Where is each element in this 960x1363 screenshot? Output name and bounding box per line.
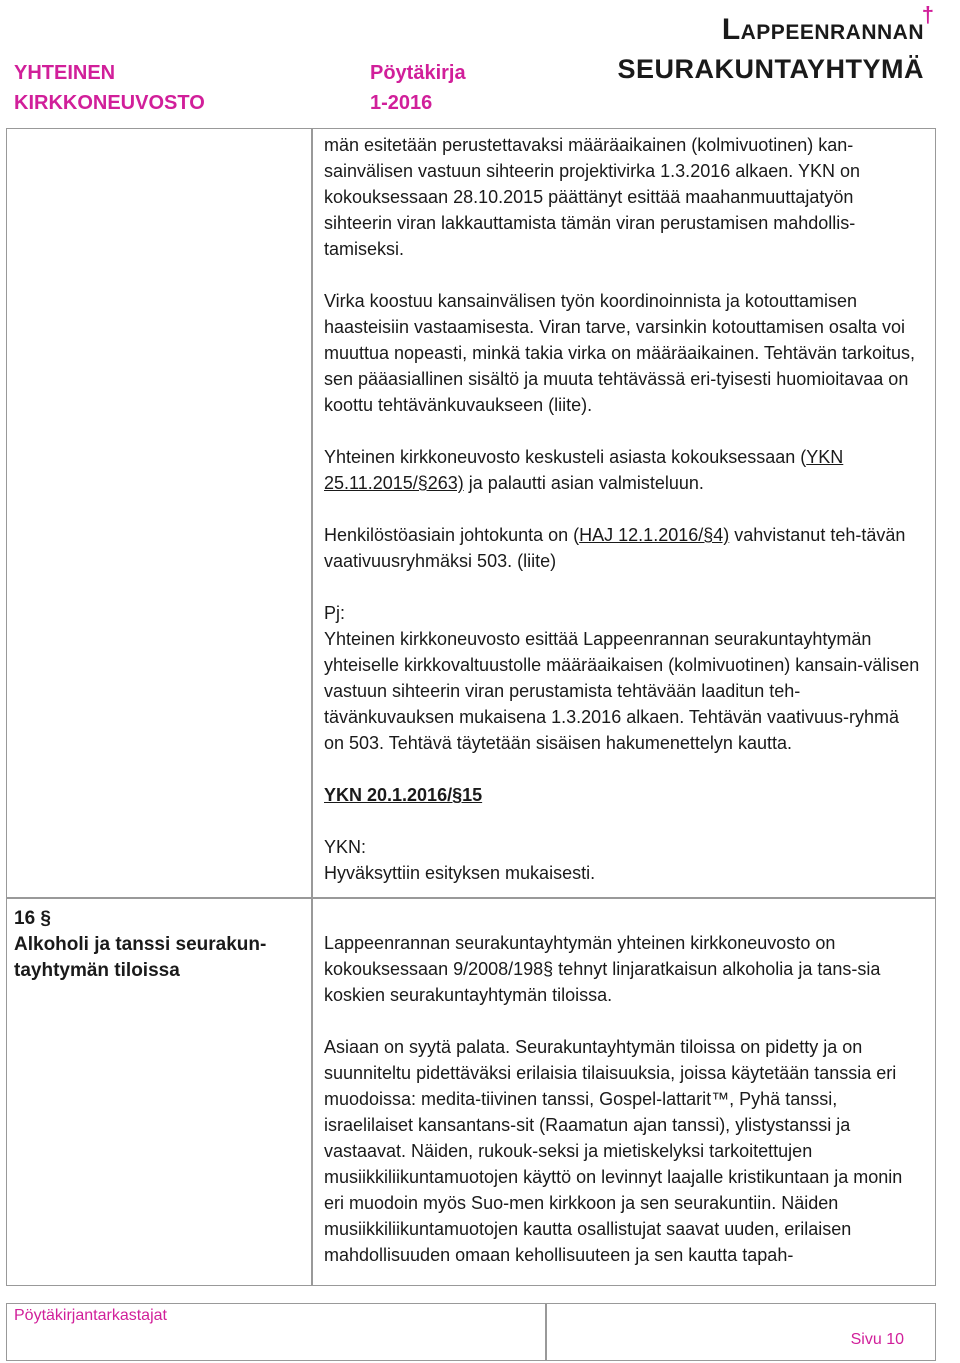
- haj-meeting-link[interactable]: HAJ 12.1.2016/§4): [579, 525, 730, 545]
- header-doc-type: Pöytäkirja: [370, 62, 466, 84]
- section16-paragraph2: Asiaan on syytä palata. Seurakuntayhtymän tiloissa on pidetty ja on suunniteltu pidettäväksi erilaisia tilaisuuksia, joissa käytetään tanssia eri muodoissa: medita-tiivinen tanssi, Gospel-lattarit™, Pyhä tanssi, israelilaiset kansantans-sit (Raamatun ajan tanssi), ylistystanssi ja vastaavat. Näiden, rukouk-seksi ja mietiskelyksi tarkoitettujen musiikkiliikuntamuotojen käyttö on levinnyt laajalle kristikuntaan ja monin eri muodoin myös Suo-men kirkkoon ja sen seurakuntiin. Näiden musiikkiliikuntamuotojen kautta osallistujat saavat uuden, erilaisen mahdollisuuden omaan kehollisuuteen ja sen kautta tapah-: [324, 1037, 903, 1265]
- ykn-decision: Hyväksyttiin esityksen mukaisesti.: [324, 863, 596, 883]
- header-doc-number: 1-2016: [370, 92, 433, 114]
- page-number: Sivu 10: [850, 1331, 904, 1348]
- section16-paragraph1: Lappeenrannan seurakuntayhtymän yhteinen kirkkoneuvosto on kokouksessaan 9/2008/198§ tehnyt linjaratkaisun alkoholia ja tans-sia koskien seurakuntayhtymän tiloissa.: [324, 933, 881, 1005]
- header-org-line2: KIRKKONEUVOSTO: [14, 92, 205, 114]
- top-section-body: [324, 132, 924, 886]
- header-doc: [370, 58, 466, 118]
- ykn-reference-link[interactable]: YKN 20.1.2016/§15: [324, 785, 483, 805]
- header-org: [14, 58, 205, 118]
- paragraph-haj: [324, 522, 924, 574]
- ykn-meeting-link[interactable]: YKN 25.11.2015/§263): [324, 447, 844, 493]
- header-org-line1: YHTEINEN: [14, 62, 116, 84]
- brand-line1: Lappeenrannan: [721, 13, 924, 46]
- footer-reviewers-label: Pöytäkirjantarkastajat: [14, 1307, 167, 1324]
- section-number: 16 §: [14, 908, 51, 929]
- cross-icon: †: [921, 2, 934, 27]
- haj-text-end: vahvistanut teh-tävän vaativuusryhmäksi 503. (liite): [324, 525, 906, 571]
- section-title: Alkoholi ja tanssi seurakun-tayhtymän tiloissa: [14, 934, 267, 981]
- paragraph-discussion: [324, 444, 924, 496]
- pj-proposal: Yhteinen kirkkoneuvosto esittää Lappeenrannan seurakuntayhtymän yhteiselle kirkkovaltuustolle määräaikaisen (kolmivuotinen) kansain-välisen vastuun sihteerin viran perustamista tehtävään laaditun teh-tävänkuvauksen mukaisena 1.3.2016 alkaen. Tehtävän vaativuus-ryhmä on 503. Tehtävä täytetään sisäisen hakumenettelyn kautta.: [324, 629, 920, 753]
- paragraph-description: Virka koostuu kansainvälisen työn koordinoinnista ja kotouttamisen haasteisiin vastaamisesta. Viran tarve, varsinkin kotouttamisen osalta voi muuttua nopeasti, minkä takia virka on määräaikainen. Tehtävän tarkoitus, sen pääasiallinen sisältö ja muuta tehtävässä eri-tyisesti huomioitavaa on koottu tehtävänkuvaukseen (liite).: [324, 291, 915, 415]
- paragraph-intro: män esitetään perustettavaksi määräaikainen (kolmivuotinen) kan-sainvälisen vastuun sihteerin projektivirka 1.3.2016 alkaen. YKN on kokouksessaan 28.10.2015 päättänyt esittää maahanmuuttajatyön sihteerin viran lakkauttamista tämän viran perustamisen mahdollis-tamiseksi.: [324, 135, 860, 259]
- left-column-cell-top: [6, 128, 312, 898]
- brand-logo: [617, 8, 924, 86]
- haj-text: Henkilöstöasiain johtokunta on (: [324, 525, 580, 545]
- section16-body: [324, 930, 924, 1268]
- ykn-label: YKN:: [324, 837, 367, 857]
- brand-line2: SEURAKUNTAYHTYMÄ: [617, 54, 924, 84]
- discussion-text: Yhteinen kirkkoneuvosto keskusteli asiasta kokouksessaan (: [324, 447, 807, 467]
- pj-label: Pj:: [324, 603, 346, 623]
- discussion-text-end: ja palautti asian valmisteluun.: [463, 473, 704, 493]
